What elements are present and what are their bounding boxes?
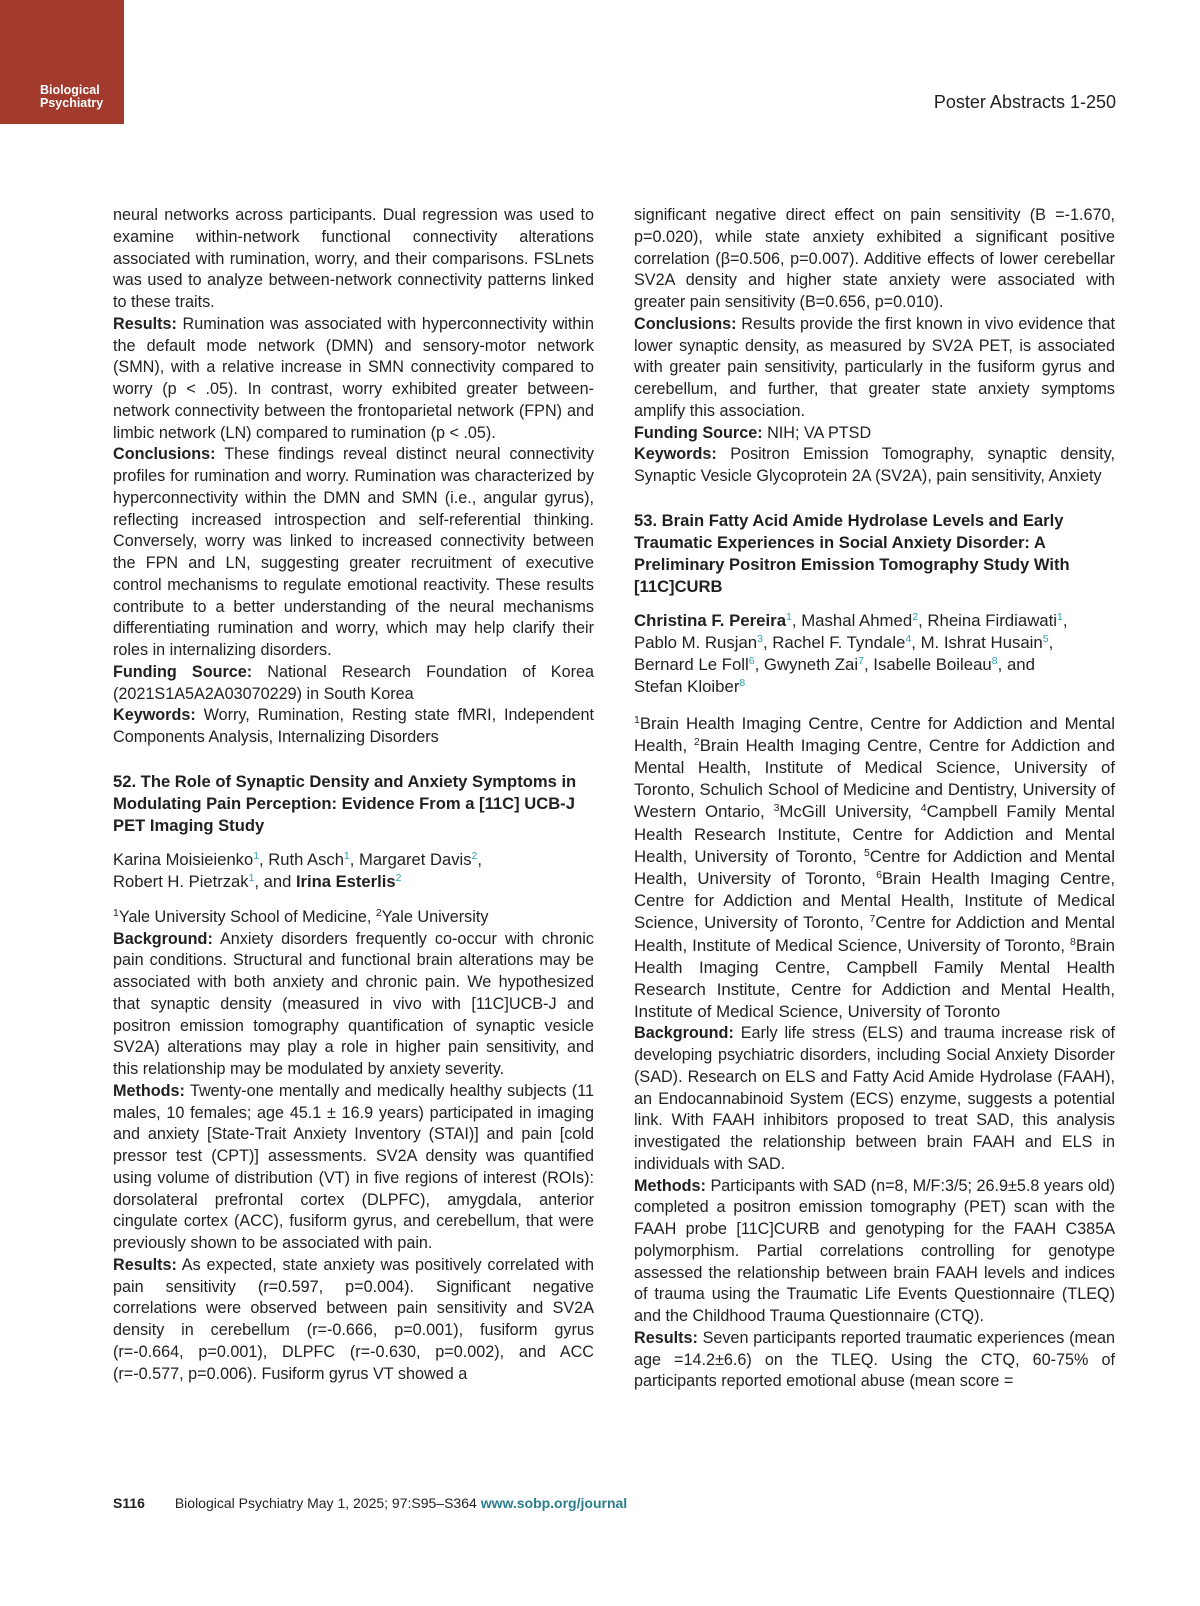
a52-methods: Methods: Twenty-one mentally and medically healthy subjects (11 males, 10 females; age 45.1 ± 16.9 years) participated in imaging and anxiety [State-Trait Anxiety Inventory (STAI)] and pain [cold pressor test (CPT)] assessments. SV2A density was quantified using volume of distribution (VT) in five regions of interest (ROIs): dorsolateral prefrontal cortex (DLPFC), amygdala, anterior cingulate cortex (ACC), fusiform gyrus, and cerebellum, that were previously shown to be associated with pain. (113, 1081, 594, 1252)
author: Stefan Kloiber (634, 677, 740, 697)
abstract-52-affiliations: $^1$Yale University School of Medicine, $^2$Yale University (113, 906, 489, 926)
a52-funding: Funding Source: NIH; VA PTSD (634, 423, 872, 442)
page-number: S116 (113, 1495, 145, 1511)
left-column (113, 205, 594, 1385)
author: Karina Moisieienko (113, 849, 254, 869)
author: Ruth Asch (268, 849, 344, 869)
abstract-53-affiliations: $^1$Brain Health Imaging Centre, Centre for Addiction and Mental Health, $^2$Brain Health Imaging Centre, Centre for Addiction and Mental Health, Institute of Medical Science, University of Toronto, Schulich School of Medicine and Dentistry, University of Western Ontario, $^3$McGill University, $^4$Campbell Family Mental Health Research Institute, Centre for Addiction and Mental Health, University of Toronto, $^5$Centre for Addiction and Mental Health, University of Toronto, $^6$Brain Health Imaging Centre, Centre for Addiction and Mental Health, Institute of Medical Science, University of Toronto, $^7$Centre for Addiction and Mental Health, Institute of Medical Science, University of Toronto, $^8$Brain Health Imaging Centre, Campbell Family Mental Health Research Institute, Centre for Addiction and Mental Health, Institute of Medical Science, University of Toronto (634, 713, 1116, 1022)
author: Isabelle Boileau (873, 655, 992, 675)
logo-line-1: Biological (40, 83, 100, 97)
author: Rachel F. Tyndale (772, 632, 906, 652)
a52-background: Background: Anxiety disorders frequently co-occur with chronic pain conditions. Structural and functional brain alterations may be associated with both anxiety and chronic pain. We hypothesized that synaptic density (measured in vivo with [11C]UCB-J and positron emission tomography quantification of synaptic vesicle SV2A) alterations may play a role in higher pain sensitivity, and this relationship may be modulated by anxiety severity. (113, 929, 594, 1078)
a53-methods: Methods: Participants with SAD (n=8, M/F:3/5; 26.9±5.8 years old) completed a positron emission tomography (PET) scan with the FAAH probe [11C]CURB and genotyping for the FAAH C385A polymorphism. Partial correlations controlling for genotype assessed the relationship between brain FAAH levels and indices of trauma using the Traumatic Life Events Questionnaire (TLEQ) and the Childhood Trauma Questionnaire (CTQ). (634, 1176, 1115, 1326)
page-footer (113, 1495, 627, 1511)
author: M. Ishrat Husain (920, 632, 1043, 652)
journal-link[interactable]: www.sobp.org/journal (480, 1495, 628, 1511)
keywords-label: Keywords: (113, 706, 196, 725)
prev-keywords: Keywords: Worry, Rumination, Resting state fMRI, Independent Components Analysis, Internalizing Disorders (113, 706, 594, 746)
presenting-author: Irina Esterlis (295, 871, 396, 891)
prev-conclusions: Conclusions: These findings reveal distinct neural connectivity profiles for rumination and worry. Rumination was characterized by hyperconnectivity within the DMN and SMN (i.e., angular gyrus), reflecting increased introspection and self-referential thinking. Conversely, worry was linked to increased connectivity between the FPN and LN, suggesting greater recruitment of executive control mechanisms to regulate emotional reactivity. These results contribute to a better understanding of the neural mechanisms differentiating rumination and worry, which may help clarify their roles in internalizing disorders. (113, 445, 594, 659)
funding-label: Funding Source: (113, 662, 253, 681)
a53-results: Results: Seven participants reported traumatic experiences (mean age =14.2±6.6) on the TLEQ. Using the CTQ, 60-75% of participants reported emotional abuse (mean score = (634, 1328, 1115, 1391)
author: Rheina Firdiawati (927, 610, 1058, 630)
logo-line-2: Psychiatry (40, 96, 104, 110)
abstract-53-title: 53. Brain Fatty Acid Amide Hydrolase Levels and Early Traumatic Experiences in Social Anxiety Disorder: A Preliminary Positron Emission Tomography Study With [11C]CURB (634, 510, 1070, 596)
author: Bernard Le Foll (634, 655, 749, 675)
conclusions-label: Conclusions: (113, 445, 216, 464)
author: Pablo M. Rusjan (634, 632, 758, 652)
abstract-52-title: 52. The Role of Synaptic Density and Anxiety Symptoms in Modulating Pain Perception: Evidence From a [11C] UCB-J PET Imaging Study (113, 771, 577, 835)
journal-logo (0, 0, 124, 124)
a52-keywords: Keywords: Positron Emission Tomography, synaptic density, Synaptic Vesicle Glycoprotein 2A (SV2A), pain sensitivity, Anxiety (634, 445, 1115, 485)
abstract-52-authors: Karina Moisieienko$^1$, Ruth Asch$^1$, Margaret Davis$^2$, Robert H. Pietrzak$^1$, and Irina Esterlis$^2$ (113, 849, 482, 891)
results-label: Results: (113, 314, 177, 333)
prev-results: Results: Rumination was associated with hyperconnectivity within the default mode network (DMN) and sensory-motor network (SMN), with a relative increase in SMN connectivity compared to worry (p < .05). In contrast, worry exhibited greater between-network connectivity between the frontoparietal network (FPN) and limbic network (LN) compared to rumination (p < .05). (113, 314, 594, 442)
a53-background: Background: Early life stress (ELS) and trauma increase risk of developing psychiatric disorders, including Social Anxiety Disorder (SAD). Research on ELS and Fatty Acid Amide Hydrolase (FAAH), an Endocannabinoid System (ECS) enzyme, suggests a potential link. With FAAH inhibitors proposed to treat SAD, this analysis investigated the relationship between brain FAAH and ELS in individuals with SAD. (634, 1024, 1115, 1173)
a52-results: Results: As expected, state anxiety was positively correlated with pain sensitivity (r=0.597, p=0.004). Significant negative correlations were observed between pain sensitivity and SV2A density in cerebellum (r=-0.666, p=0.001), fusiform gyrus (r=-0.664, p=0.001), DLPFC (r=-0.630, p=0.002), and ACC (r=-0.577, p=0.006). Fusiform gyrus VT showed a (113, 1255, 594, 1383)
running-head: Poster Abstracts 1-250 (933, 92, 1116, 112)
a52-conclusions: Conclusions: Results provide the first known in vivo evidence that lower synaptic density, as measured by SV2A PET, is associated with greater pain sensitivity, particularly in the fusiform gyrus and cerebellum, and further, that greater state anxiety symptoms amplify this association. (634, 314, 1115, 420)
author: Gwyneth Zai (763, 655, 859, 675)
prev-abstract-continuation: neural networks across participants. Dual regression was used to examine within-network functional connectivity alterations associated with rumination, worry, and their comparisons. FSLnets was used to analyze between-network connectivity patterns linked to these traits. (113, 206, 594, 311)
right-column (634, 205, 1115, 1393)
author: Margaret Davis (359, 849, 472, 869)
author: Robert H. Pietrzak (113, 871, 249, 891)
presenting-author: Christina F. Pereira (634, 610, 787, 630)
author: Mashal Ahmed (801, 610, 913, 630)
prev-funding: Funding Source: National Research Foundation of Korea (2021S1A5A2A03070229) in South Korea (113, 662, 594, 703)
a52-results-continuation: significant negative direct effect on pain sensitivity (B =-1.670, p=0.020), while state anxiety exhibited a significant positive correlation (β=0.506, p=0.007). Additive effects of lower cerebellar SV2A density and higher state anxiety were associated with greater pain sensitivity (B=0.656, p=0.010). (634, 206, 1115, 311)
journal-citation: Biological Psychiatry May 1, 2025; 97:S95–S364 (174, 1495, 477, 1511)
abstract-53-authors: Christina F. Pereira$^1$, Mashal Ahmed$^2$, Rheina Firdiawati$^1$, Pablo M. Rusjan$^3$, Rachel F. Tyndale$^4$, M. Ishrat Husain$^5$, Bernard Le Foll$^6$, Gwyneth Zai$^7$, Isabelle Boileau$^8$, and Stefan Kloiber$^8$ (634, 610, 1068, 697)
